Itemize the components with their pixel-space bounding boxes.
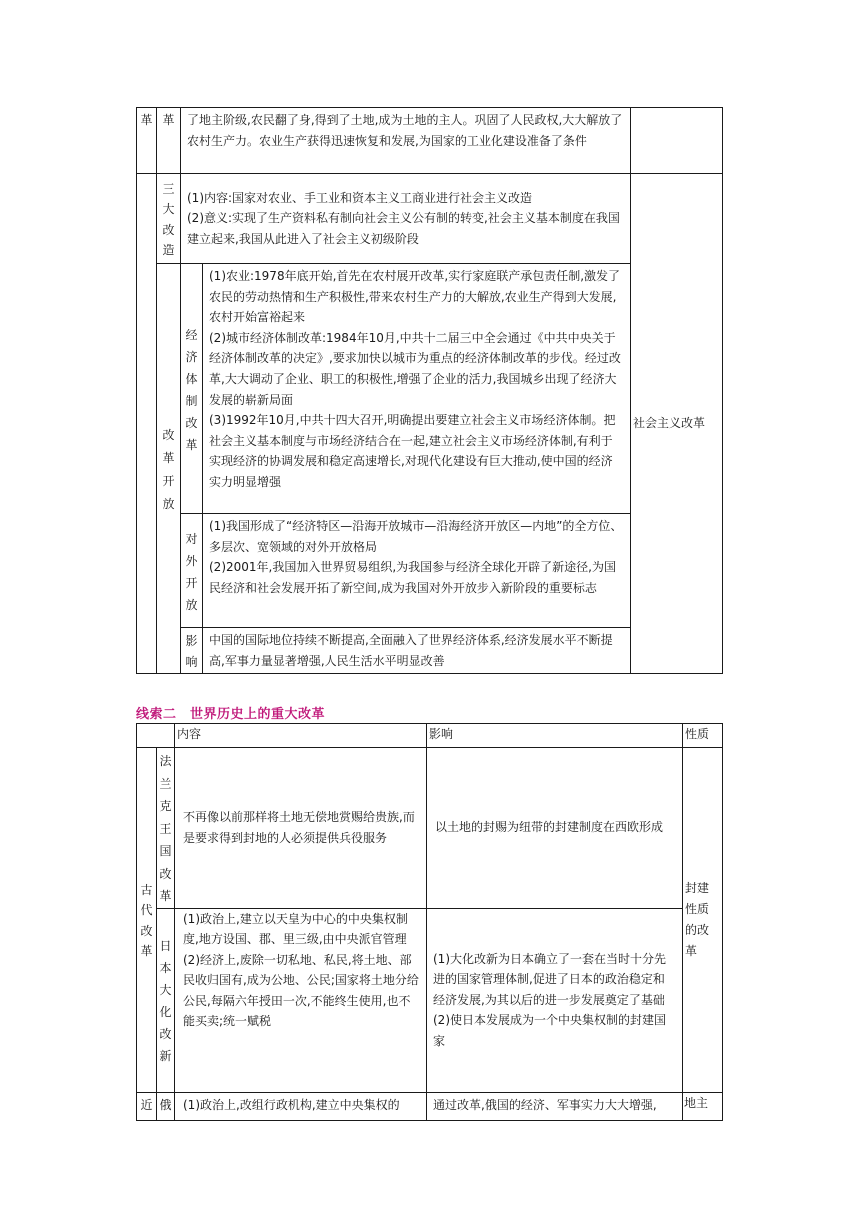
list-item: (3)1992年10月,中共十四大召开,明确提出要建立社会主义市场经济体制。把社会主义基本制度与市场经济结合在一起,建立社会主义市场经济体制,有利于实现经济的协调发展和稳定高速增长,对现代化建设有巨大推动,使中国的经济实力明显增强 <box>209 413 616 489</box>
land-reform-effect: 了地主阶级,农民翻了身,得到了土地,成为土地的主人。巩固了人民政权,大大解放了农村生产力。农业生产获得迅速恢复和发展,为国家的工业化建设准备了条件 <box>181 108 631 174</box>
list-item: (1)政治上,建立以天皇为中心的中央集权制度,地方设国、郡、里三级,由中央派官管理 <box>183 911 408 947</box>
row-label: 革 <box>137 108 157 174</box>
nature-cell <box>631 108 723 174</box>
impact-label: 影响 <box>181 628 203 674</box>
list-item: (2)城市经济体制改革:1984年10月,中共十二届三中全会通过《中共中央关于经济体制改革的决定》,要求加快以城市为重点的经济体制改革的步伐。经过改革,大大调动了企业、职工的积极性,增强了企业的活力,我国城乡出现了经济大发展的崭新局面 <box>209 330 621 407</box>
china-reforms-table <box>136 107 723 674</box>
table-row <box>137 1092 723 1120</box>
opening-up-content <box>203 514 631 628</box>
table-row <box>137 748 723 909</box>
list-item: (1)我国形成了“经济特区—沿海开放城市—沿海经济开放区—内地”的全方位、多层次、宽领域的对外开放格局 <box>209 519 623 554</box>
list-item: (2)2001年,我国加入世界贸易组织,为我国参与经济全球化开辟了新途径,为国民经济和社会发展开拓了新空间,成为我国对外开放步入新阶段的重要标志 <box>209 560 616 595</box>
list-item: (1)农业:1978年底开始,首先在农村展开改革,实行家庭联产承包责任制,激发了农民的劳动热情和生产积极性,带来农村生产力的大解放,农业生产得到大发展,农村开始富裕起来 <box>209 269 621 325</box>
frank-impact: 以土地的封赐为纽带的封建制度在西欧形成 <box>427 748 683 909</box>
section-heading: 线索二 世界历史上的重大改革 <box>136 707 326 722</box>
three-reforms-label: 三大改造 <box>157 174 181 264</box>
table-header-row <box>137 724 723 748</box>
ancient-reform-label: 古代改革 <box>137 748 157 1093</box>
feudal-nature: 封建性质的改革 <box>683 748 723 1093</box>
list-item: (1)大化改新为日本确立了一套在当时十分先进的国家管理体制,促进了日本的政治稳定和经济发展,为其以后的进一步发展奠定了基础 <box>433 951 666 1007</box>
three-reforms-content <box>181 174 631 264</box>
russia-content: (1)政治上,改组行政机构,建立中央集权的 <box>175 1092 427 1120</box>
header-content: 内容 <box>175 724 427 748</box>
russia-nature: 地主 <box>683 1092 723 1120</box>
table-row <box>137 108 723 174</box>
header-blank <box>137 724 175 748</box>
table-row <box>137 908 723 1092</box>
opening-up-label: 对外开放 <box>181 514 203 628</box>
list-item: (1)内容:国家对农业、手工业和资本主义工商业进行社会主义改造 <box>187 190 533 205</box>
russia-label: 俄 <box>157 1092 175 1120</box>
taika-content <box>175 908 427 1092</box>
frank-reform-label: 法兰克王国改革 <box>157 748 175 909</box>
taika-reform-label: 日本大化改新 <box>157 908 175 1092</box>
header-impact: 影响 <box>427 724 683 748</box>
table-row <box>137 174 723 264</box>
reform-opening-label: 改革开放 <box>157 264 181 674</box>
frank-content: 不再像以前那样将土地无偿地赏赐给贵族,而是要求得到封地的人必须提供兵役服务 <box>175 748 427 909</box>
blank-cell <box>137 264 157 674</box>
list-item: (2)使日本发展成为一个中央集权制的封建国家 <box>433 1013 666 1048</box>
world-reforms-table <box>136 723 723 1121</box>
socialist-reform-nature: 社会主义改革 <box>631 174 723 674</box>
economic-reform-content <box>203 264 631 514</box>
list-item: (2)经济上,废除一切私地、私民,将土地、部民收归国有,成为公地、公民;国家将土地分给公民,每隔六年授田一次,不能终生使用,也不能买卖;统一赋税 <box>183 952 419 1029</box>
header-nature: 性质 <box>683 724 723 748</box>
row-sublabel: 革 <box>157 108 181 174</box>
economic-reform-label: 经济体制改革 <box>181 264 203 514</box>
list-item: (2)意义:实现了生产资料私有制向社会主义公有制的转变,社会主义基本制度在我国建立起来,我国从此进入了社会主义初级阶段 <box>187 211 620 246</box>
russia-impact: 通过改革,俄国的经济、军事实力大大增强, <box>427 1092 683 1120</box>
taika-impact <box>427 908 683 1092</box>
impact-content: 中国的国际地位持续不断提高,全面融入了世界经济体系,经济发展水平不断提高,军事力量显著增强,人民生活水平明显改善 <box>203 628 631 674</box>
modern-label: 近 <box>137 1092 157 1120</box>
blank-cell <box>137 174 157 264</box>
